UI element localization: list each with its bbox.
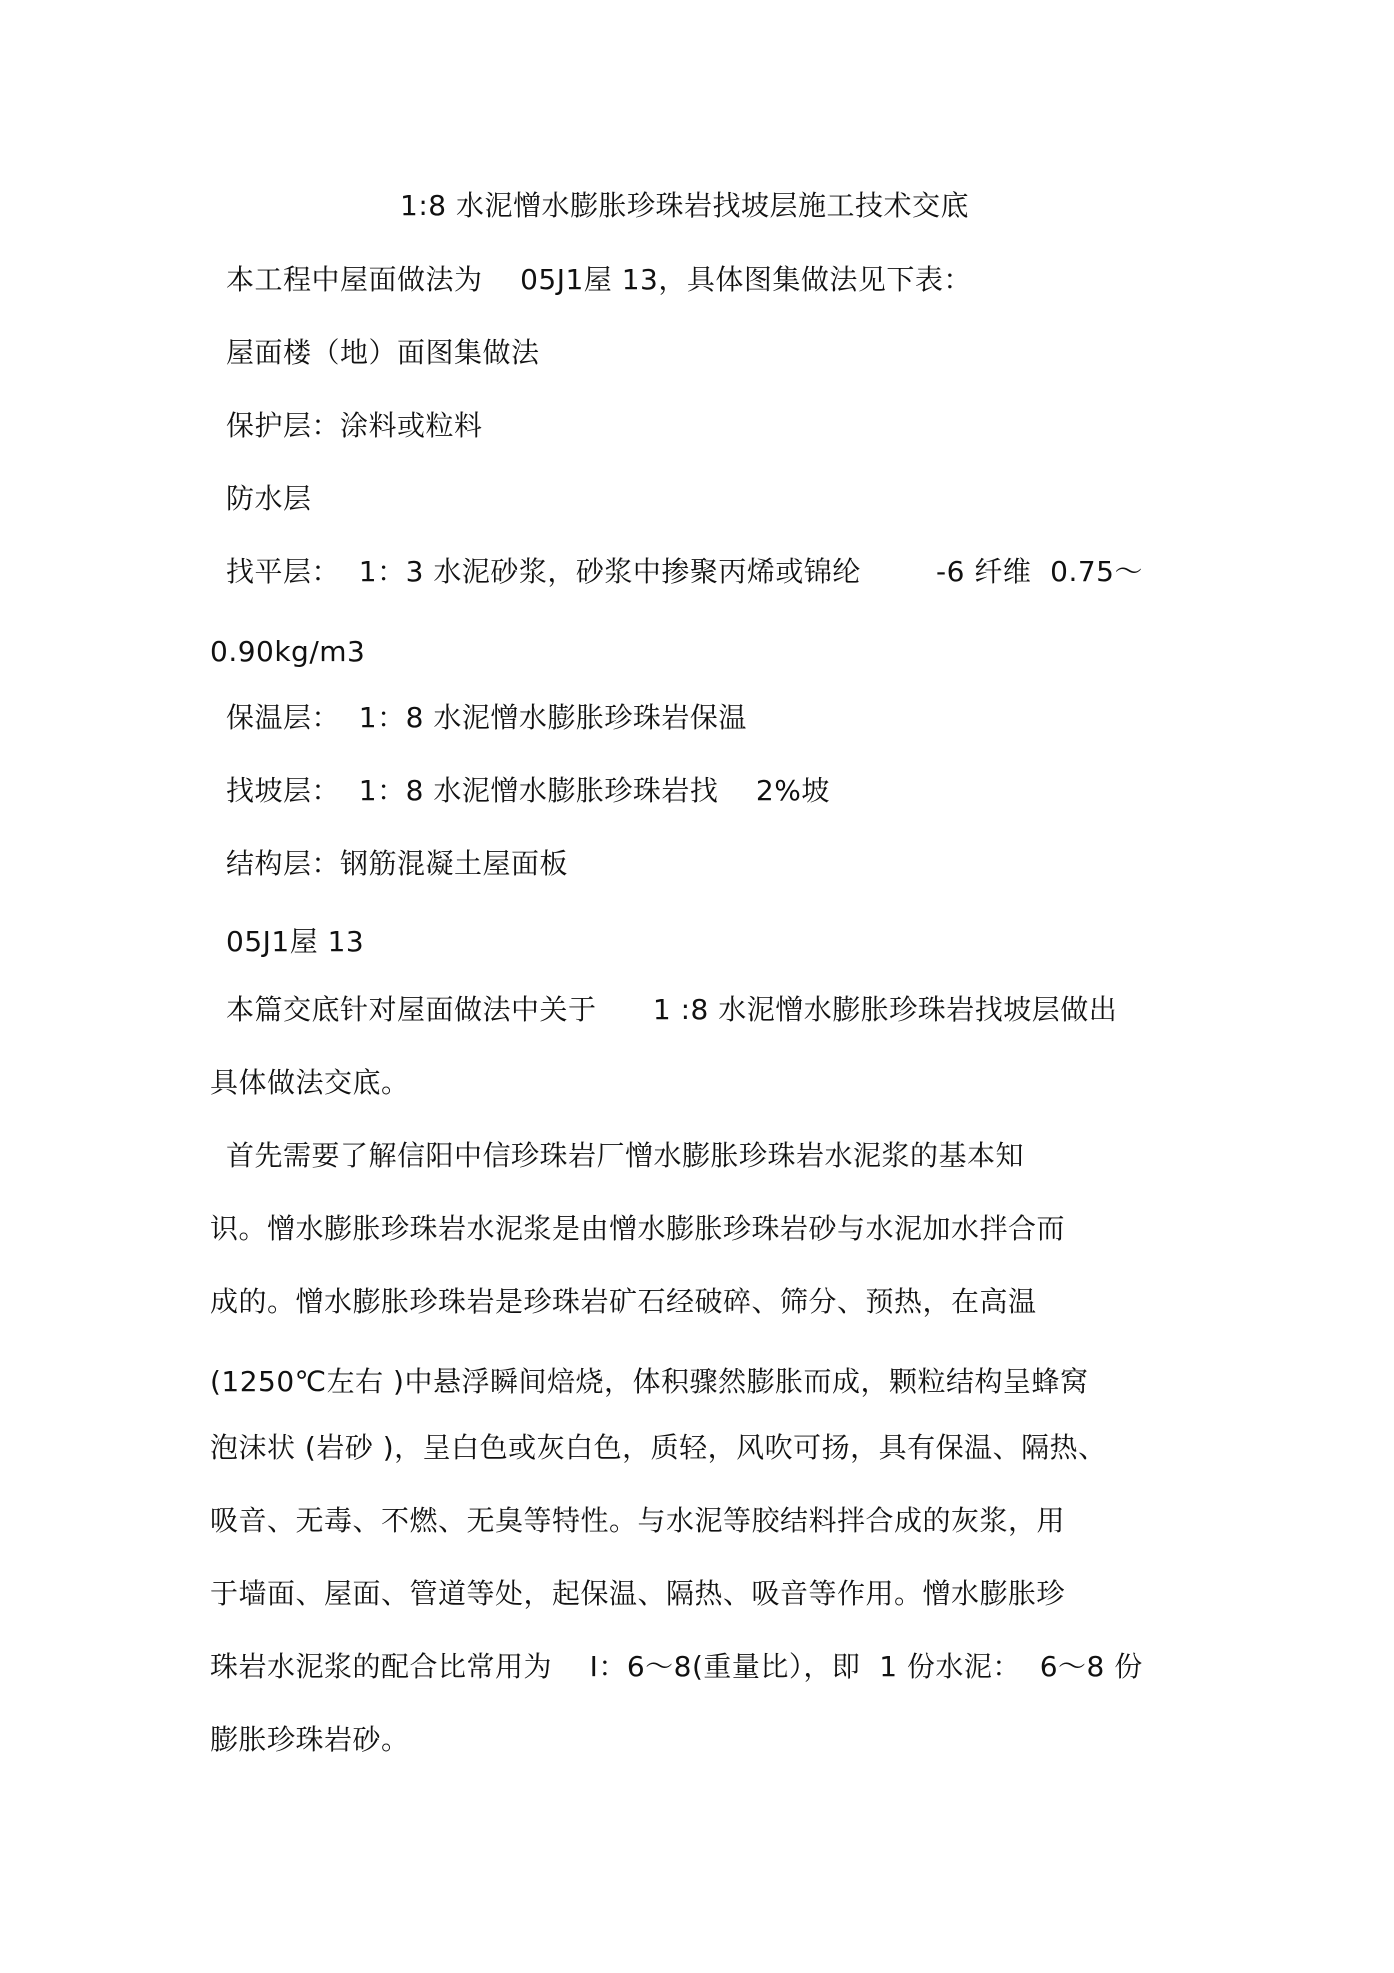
document-title: 1:8 水泥憎水膨胀珍珠岩找坡层施工技术交底 xyxy=(400,189,969,222)
paragraph-line: 具体做法交底。 xyxy=(210,1066,410,1099)
paragraph-line: 保护层：涂料或粒料 xyxy=(226,409,483,442)
paragraph-line: 首先需要了解信阳中信珍珠岩厂憎水膨胀珍珠岩水泥浆的基本知 xyxy=(226,1139,1025,1172)
paragraph-line: 找坡层： 1：8 水泥憎水膨胀珍珠岩找 2%坡 xyxy=(226,774,830,807)
paragraph-line: 本篇交底针对屋面做法中关于 1 :8 水泥憎水膨胀珍珠岩找坡层做出 xyxy=(226,993,1118,1026)
paragraph-line: 膨胀珍珠岩砂。 xyxy=(210,1723,410,1756)
paragraph-line: 保温层： 1：8 水泥憎水膨胀珍珠岩保温 xyxy=(226,701,747,734)
paragraph-line: 找平层： 1：3 水泥砂浆，砂浆中掺聚丙烯或锦纶 -6 纤维 0.75～ xyxy=(226,555,1143,588)
paragraph-line: 成的。憎水膨胀珍珠岩是珍珠岩矿石经破碎、筛分、预热，在高温 xyxy=(210,1285,1037,1318)
paragraph-line: 屋面楼（地）面图集做法 xyxy=(226,336,540,369)
paragraph-line: (1250℃左右 )中悬浮瞬间焙烧，体积骤然膨胀而成，颗粒结构呈蜂窝 xyxy=(210,1365,1089,1398)
paragraph-line: 于墙面、屋面、管道等处，起保温、隔热、吸音等作用。憎水膨胀珍 xyxy=(210,1577,1066,1610)
paragraph-line: 识。憎水膨胀珍珠岩水泥浆是由憎水膨胀珍珠岩砂与水泥加水拌合而 xyxy=(210,1212,1066,1245)
paragraph-line: 0.90kg/m3 xyxy=(210,635,366,668)
paragraph-line: 结构层：钢筋混凝土屋面板 xyxy=(226,847,569,880)
paragraph-line: 泡沫状 (岩砂 )，呈白色或灰白色，质轻，风吹可扬，具有保温、隔热、 xyxy=(210,1431,1107,1464)
paragraph-line: 05J1屋 13 xyxy=(226,925,365,958)
paragraph-line: 防水层 xyxy=(226,482,312,515)
paragraph-line: 珠岩水泥浆的配合比常用为 I：6～8(重量比），即 1 份水泥： 6～8 份 xyxy=(210,1650,1143,1683)
paragraph-line: 本工程中屋面做法为 05J1屋 13，具体图集做法见下表： xyxy=(226,263,972,296)
paragraph-line: 吸音、无毒、不燃、无臭等特性。与水泥等胶结料拌合成的灰浆，用 xyxy=(210,1504,1066,1537)
